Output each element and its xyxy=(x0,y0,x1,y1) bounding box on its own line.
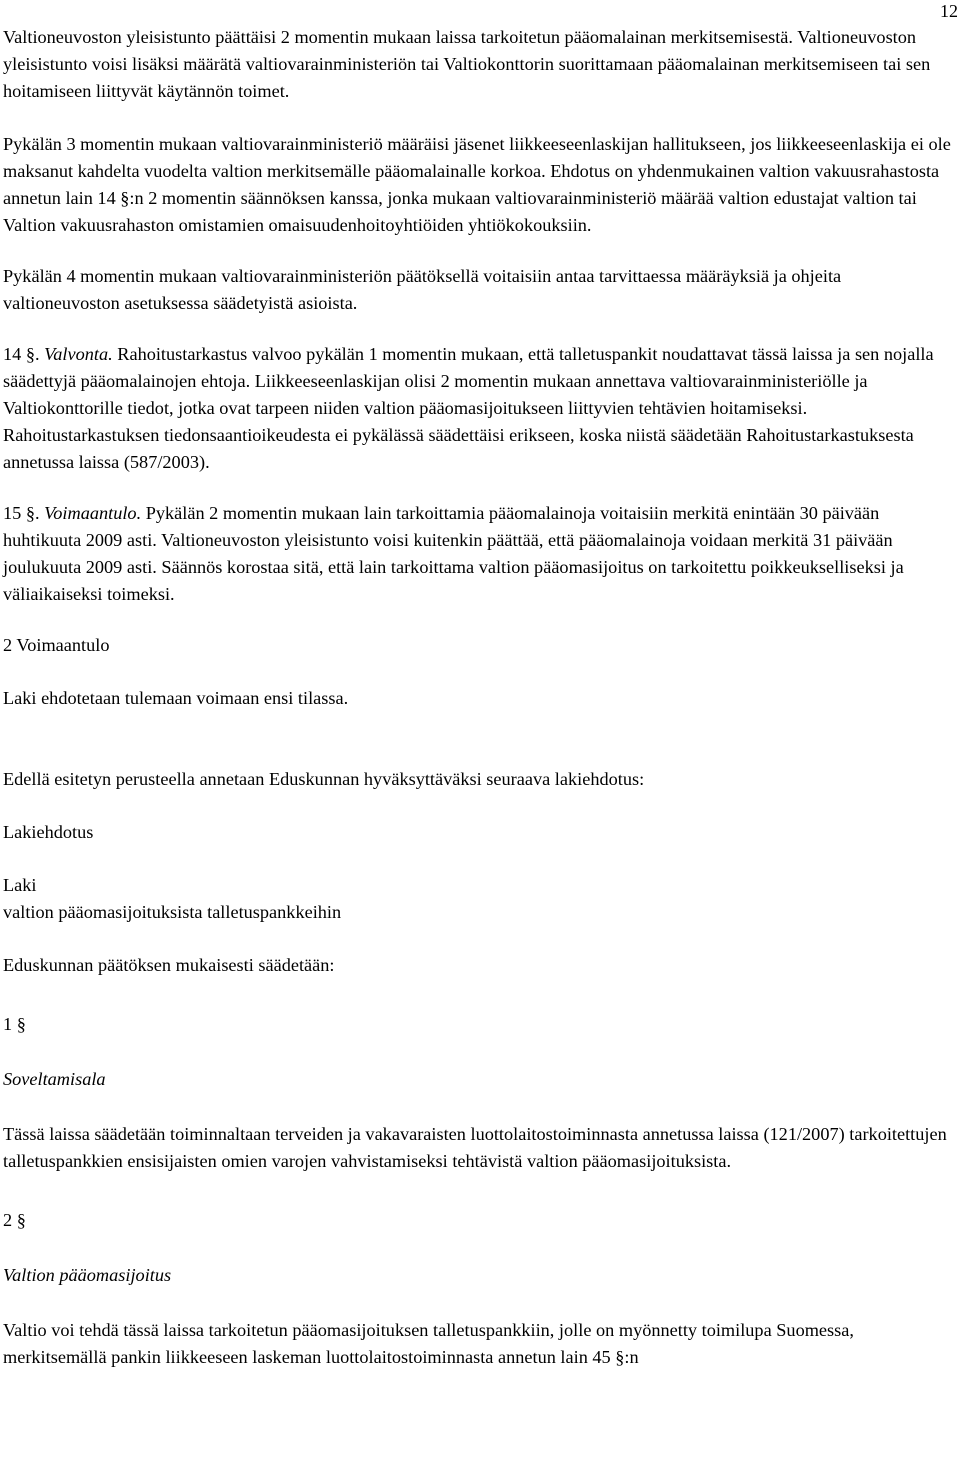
section-2-number: 2 § xyxy=(3,1210,26,1230)
section-2-text: Valtio voi tehdä tässä laissa tarkoitetun pääomasijoituksen talletuspankkiin, jolle on myönnetty toimilupa Suomessa, merkitsemällä pankin liikkeeseen laskeman luottolaitostoiminnasta annetun lain 45 §:n xyxy=(3,1320,854,1367)
enactment-clause: Eduskunnan päätöksen mukaisesti säädetään: xyxy=(3,955,335,975)
section-1-text: Tässä laissa säädetään toiminnaltaan terveiden ja vakavaraisten luottolaitostoiminnasta annetussa laissa (121/2007) tarkoitettujen talletuspankkien ensisijaisten omien varojen vahvistamiseksi tehtävistä valtion pääomasijoituksista. xyxy=(3,1124,947,1171)
section-1-number: 1 § xyxy=(3,1014,26,1034)
law-title-line-1: Laki xyxy=(3,875,37,895)
section-15-text: Pykälän 2 momentin mukaan lain tarkoittamia pääomalainoja voitaisiin merkitä enintään 30 päivään huhtikuuta 2009 asti. Valtioneuvoston yleisistunto voisi kuitenkin päättää, että pääomalainoja voidaan merkitä 31 päivään joulukuuta 2009 asti. Säännös korostaa sitä, että lain tarkoittama valtion pääomasijoitus on tarkoitettu poikkeukselliseksi ja väliaikaiseksi toimeksi. xyxy=(3,503,904,604)
section-15-number: 15 §. xyxy=(3,503,40,523)
section-1-title-text: Soveltamisala xyxy=(3,1069,106,1089)
section-2-title xyxy=(3,1262,954,1289)
heading-lakiehdotus: Lakiehdotus xyxy=(3,822,94,842)
document-body xyxy=(3,24,954,1371)
paragraph-3: Pykälän 4 momentin mukaan valtiovarainministeriön päätöksellä voitaisiin antaa tarvittaessa määräyksiä ja ohjeita valtioneuvoston asetuksessa säädetyistä asioista. xyxy=(3,266,842,313)
section-2-title-text: Valtion pääomasijoitus xyxy=(3,1265,172,1285)
law-title-line-2: valtion pääomasijoituksista talletuspankkeihin xyxy=(3,902,342,922)
paragraph-2: Pykälän 3 momentin mukaan valtiovarainministeriö määräisi jäsenet liikkeeseenlaskijan hallitukseen, jos liikkeeseenlaskija ei ole maksanut kahdelta vuodelta valtion merkitsemälle pääomalainalle korkoa. Ehdotus on yhdenmukainen valtion vakuusrahastosta annetun lain 14 §:n 2 momentin säännöksen kanssa, jonka mukaan valtiovarainministeriö määrää valtion edustajat valtion tai Valtion vakuusrahaston omistamien omaisuudenhoitoyhtiöiden yhtiökokouksiin. xyxy=(3,134,951,235)
heading-voimaantulo: 2 Voimaantulo xyxy=(3,635,110,655)
paragraph-1: Valtioneuvoston yleisistunto päättäisi 2 momentin mukaan laissa tarkoitetun pääomalainan merkitsemisestä. Valtioneuvoston yleisistunto voisi lisäksi määrätä valtiovarainministeriön tai Valtiokonttorin suorittamaan pääomalainan merkitsemiseen tai sen hoitamiseen liittyvät käytännön toimet. xyxy=(3,27,931,101)
page-number: 12 xyxy=(940,1,958,21)
section-14-paragraph xyxy=(3,341,954,476)
section-14-number: 14 §. xyxy=(3,344,40,364)
law-title xyxy=(3,872,954,926)
section-1-title xyxy=(3,1066,954,1093)
section-15-title: Voimaantulo. xyxy=(44,503,142,523)
paragraph-lakiehdotus-intro: Edellä esitetyn perusteella annetaan Eduskunnan hyväksyttäväksi seuraava lakiehdotus: xyxy=(3,769,645,789)
section-15-paragraph xyxy=(3,500,954,608)
section-14-text: Rahoitustarkastus valvoo pykälän 1 momentin mukaan, että talletuspankit noudattavat tässä laissa ja sen nojalla säädettyjä pääomalainojen ehtoja. Liikkeeseenlaskijan olisi 2 momentin mukaan annettava valtiovarainministeriölle ja Valtiokonttorille tiedot, jotka ovat tarpeen niiden valtion pääomasijoitukseen liittyvien tehtävien hoitamiseksi. Rahoitustarkastuksen tiedonsaantioikeudesta ei pykälässä säädettäisi erikseen, koska niistä säädetään Rahoitustarkastuksesta annetussa laissa (587/2003). xyxy=(3,344,934,472)
paragraph-voimaantulo: Laki ehdotetaan tulemaan voimaan ensi tilassa. xyxy=(3,688,349,708)
section-14-title: Valvonta. xyxy=(44,344,113,364)
